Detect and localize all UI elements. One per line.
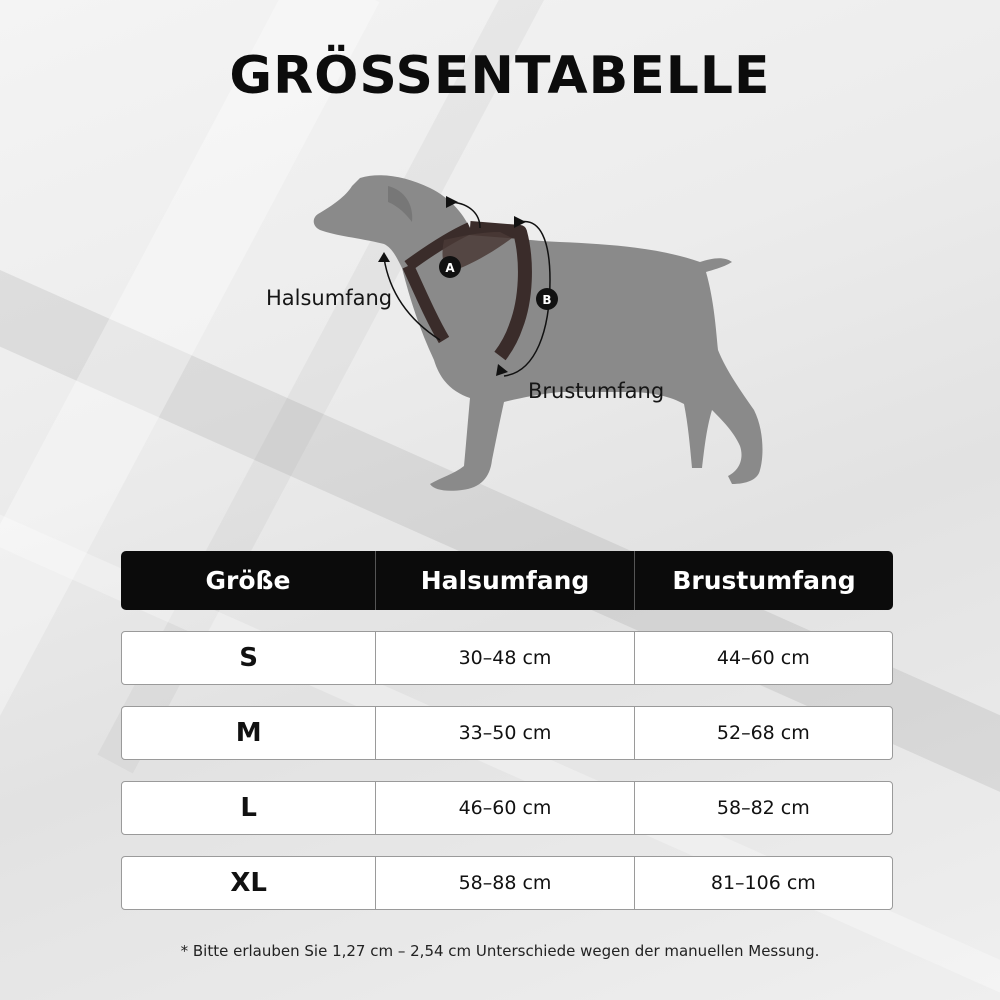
dog-silhouette (314, 175, 763, 491)
neck-cell: 30–48 cm (375, 632, 633, 684)
table-row (121, 856, 893, 910)
neck-cell: 58–88 cm (375, 857, 633, 909)
table-row (121, 781, 893, 835)
neck-measure-label: Halsumfang (266, 286, 393, 310)
page-title: GRÖSSENTABELLE (229, 46, 771, 106)
chest-cell: 52–68 cm (634, 707, 892, 759)
header-neck: Halsumfang (375, 551, 634, 610)
size-cell: XL (230, 868, 267, 898)
marker-b-label: B (542, 293, 552, 307)
chest-cell: 44–60 cm (634, 632, 892, 684)
neck-cell: 33–50 cm (375, 707, 633, 759)
table-row (121, 631, 893, 685)
table-row (121, 706, 893, 760)
neck-arrow-head (378, 252, 390, 262)
size-cell: L (240, 793, 257, 823)
measurement-note: * Bitte erlauben Sie 1,27 cm – 2,54 cm Unterschiede wegen der manuellen Messung. (180, 942, 820, 960)
marker-a-label: A (445, 261, 455, 275)
chest-cell: 81–106 cm (634, 857, 892, 909)
neck-cell: 46–60 cm (375, 782, 633, 834)
header-chest: Brustumfang (634, 551, 893, 610)
size-cell: M (235, 718, 262, 748)
chest-cell: 58–82 cm (634, 782, 892, 834)
size-cell: S (239, 643, 259, 673)
chest-measure-label: Brustumfang (528, 379, 665, 403)
header-size: Größe (205, 566, 291, 595)
table-header (121, 551, 893, 610)
